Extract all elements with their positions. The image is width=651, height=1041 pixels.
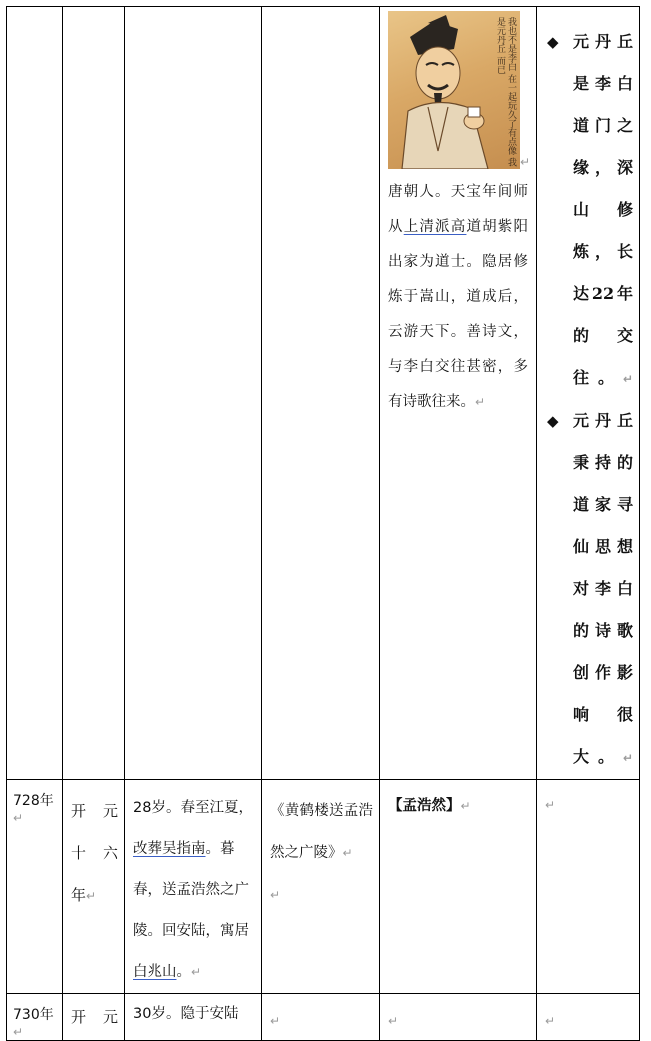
notes-list	[537, 7, 639, 779]
paragraph-mark: ↵	[342, 846, 353, 860]
notes-cell	[537, 780, 640, 994]
event-text: 。	[176, 964, 191, 980]
era-cell	[63, 780, 125, 994]
era-line: 开元	[71, 802, 118, 820]
chronology-table	[6, 6, 640, 1041]
year-cell	[7, 994, 63, 1041]
notes-cell	[537, 7, 640, 780]
table-row	[7, 994, 640, 1041]
paragraph-mark: ↵	[475, 395, 486, 409]
friend-cell	[380, 780, 537, 994]
list-item	[547, 400, 633, 779]
year-cell	[7, 780, 63, 994]
era-cell	[63, 7, 125, 780]
year-cell	[7, 7, 63, 780]
paragraph-mark: ↵	[545, 1014, 556, 1028]
paragraph-mark: ↵	[622, 751, 633, 765]
era-line: 年	[71, 886, 87, 904]
table-row	[7, 780, 640, 994]
diamond-bullet-icon: ◆	[547, 33, 559, 51]
bio-text: 道胡紫阳出家为道士。隐居修炼于嵩山，道成后，云游天下。善诗文，与李白交往甚密，多有诗歌往来。	[388, 219, 528, 410]
friend-cell	[380, 7, 537, 780]
event-text: 30岁。隐于安陆	[133, 1006, 239, 1022]
era-line: 十六	[71, 844, 118, 862]
inscription-line: 我也不是李白	[506, 17, 516, 71]
friend-bio	[380, 169, 536, 420]
paragraph-mark: ↵	[13, 811, 24, 825]
era-label	[63, 780, 124, 917]
poem-cell	[262, 780, 380, 994]
paragraph-mark: ↵	[270, 888, 281, 902]
paragraph-mark: ↵	[520, 155, 531, 169]
poem-cell	[262, 994, 380, 1041]
era-cell	[63, 994, 125, 1041]
paragraph-mark: ↵	[270, 1014, 281, 1028]
poem-cell	[262, 7, 380, 780]
event-underlined-text: 白兆山	[133, 964, 177, 980]
note-text: 元丹丘是李白道门之缘，深山修炼，长达22年的交往。	[573, 32, 633, 387]
bio-underlined-text: 上清派高	[403, 219, 467, 235]
friend-name: 【孟浩然】	[388, 798, 461, 814]
year-label: 730年	[13, 1007, 54, 1023]
event-underlined-text: 改葬吴指南	[133, 841, 206, 857]
portrait-image	[388, 11, 520, 169]
event-description	[125, 780, 261, 993]
paragraph-mark: ↵	[191, 965, 202, 979]
bio-text: 唐朝人。天宝年间师从	[388, 184, 528, 235]
year-label: 728年	[13, 793, 54, 809]
event-cell	[125, 7, 262, 780]
diamond-bullet-icon: ◆	[547, 412, 559, 430]
inscription-line: 我是元丹丘	[495, 17, 516, 167]
paragraph-mark: ↵	[13, 1025, 24, 1039]
event-text: 28岁。春至江夏，	[133, 800, 253, 816]
table-row	[7, 7, 640, 780]
era-line: 开元	[71, 1008, 118, 1026]
inscription-line: 在一起玩久了有点像	[506, 73, 516, 155]
notes-cell	[537, 994, 640, 1041]
paragraph-mark: ↵	[545, 798, 556, 812]
paragraph-mark: ↵	[388, 1014, 399, 1028]
event-cell	[125, 994, 262, 1041]
paragraph-mark: ↵	[460, 799, 471, 813]
event-text: 。暮春，送孟浩然之广陵。回安陆，寓居	[133, 841, 249, 939]
paragraph-mark: ↵	[622, 372, 633, 386]
list-item	[547, 21, 633, 400]
poem-title: 《黄鹤楼送孟浩然之广陵》	[270, 803, 373, 861]
inscription-line: 而已	[495, 55, 505, 74]
paragraph-mark: ↵	[86, 889, 97, 903]
note-text: 元丹丘秉持的道家寻仙思想对李白的诗歌创作影响很大。	[573, 411, 633, 766]
event-cell	[125, 780, 262, 994]
friend-cell	[380, 994, 537, 1041]
